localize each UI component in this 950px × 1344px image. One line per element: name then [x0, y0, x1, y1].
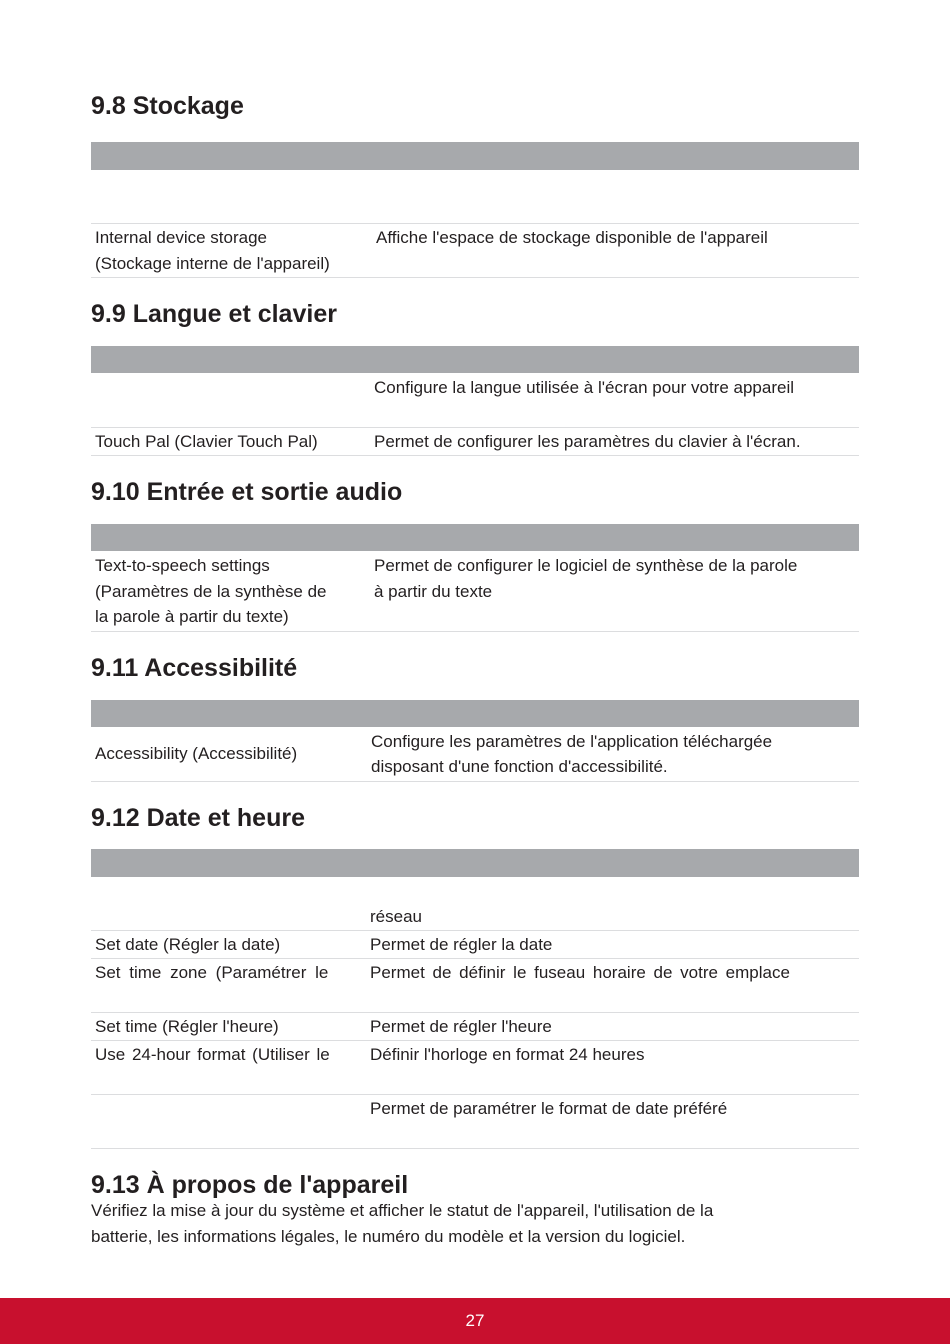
- section-heading-accessibility: 9.11 Accessibilité: [91, 654, 298, 682]
- table-cell-description: à partir du texte: [374, 582, 493, 601]
- table-divider: [91, 958, 859, 959]
- table-cell-label: Use 24-hour format (Utiliser le: [95, 1045, 330, 1064]
- table-cell-label: la parole à partir du texte): [95, 607, 289, 626]
- table-cell-description: Affiche l'espace de stockage disponible de l'appareil: [376, 228, 768, 247]
- page-number: 27: [465, 1311, 485, 1330]
- table-cell-description: Permet de configurer le logiciel de synthèse de la parole: [374, 556, 798, 575]
- table-cell-description: réseau: [370, 907, 422, 926]
- table-cell-description: Permet de définir le fuseau horaire de votre emplace: [370, 963, 790, 982]
- table-divider: [91, 1148, 859, 1149]
- table-divider: [91, 427, 859, 428]
- table-cell-description: Permet de régler l'heure: [370, 1017, 552, 1036]
- section-heading-storage: 9.8 Stockage: [91, 92, 244, 120]
- about-paragraph-line: batterie, les informations légales, le numéro du modèle et la version du logiciel.: [91, 1227, 686, 1246]
- table-cell-description: Permet de paramétrer le format de date préféré: [370, 1099, 728, 1118]
- table-cell-description: Permet de configurer les paramètres du clavier à l'écran.: [374, 432, 801, 451]
- table-header-bar: [91, 142, 859, 170]
- table-divider: [91, 1040, 859, 1041]
- table-cell-label: Text-to-speech settings: [95, 556, 270, 575]
- table-divider: [91, 781, 859, 782]
- table-cell-label: Set time zone (Paramétrer le: [95, 963, 329, 982]
- about-paragraph-line: Vérifiez la mise à jour du système et afficher le statut de l'appareil, l'utilisation de la: [91, 1201, 714, 1220]
- table-divider: [91, 930, 859, 931]
- table-divider: [91, 631, 859, 632]
- table-cell-label: (Stockage interne de l'appareil): [95, 254, 330, 273]
- table-cell-label: Internal device storage: [95, 228, 267, 247]
- table-cell-description: Permet de régler la date: [370, 935, 553, 954]
- table-header-bar: [91, 700, 859, 727]
- table-cell-label: (Paramètres de la synthèse de: [95, 582, 327, 601]
- table-divider: [91, 277, 859, 278]
- table-header-bar: [91, 346, 859, 373]
- table-divider: [91, 223, 859, 224]
- table-cell-label: Set date (Régler la date): [95, 935, 281, 954]
- table-cell-label: Set time (Régler l'heure): [95, 1017, 279, 1036]
- table-cell-label: Accessibility (Accessibilité): [95, 744, 298, 763]
- table-cell-description: Configure les paramètres de l'application téléchargée: [371, 732, 773, 751]
- table-divider: [91, 1012, 859, 1013]
- section-heading-audio: 9.10 Entrée et sortie audio: [91, 478, 403, 506]
- section-heading-about: 9.13 À propos de l'appareil: [91, 1171, 409, 1199]
- table-cell-description: Définir l'horloge en format 24 heures: [370, 1045, 645, 1064]
- section-heading-datetime: 9.12 Date et heure: [91, 804, 305, 832]
- table-header-bar: [91, 524, 859, 551]
- table-divider: [91, 455, 859, 456]
- section-heading-language: 9.9 Langue et clavier: [91, 300, 337, 328]
- table-cell-description: disposant d'une fonction d'accessibilité.: [371, 757, 668, 776]
- table-cell-label: Touch Pal (Clavier Touch Pal): [95, 432, 318, 451]
- table-header-bar: [91, 849, 859, 877]
- table-divider: [91, 1094, 859, 1095]
- table-cell-description: Configure la langue utilisée à l'écran pour votre appareil: [374, 378, 795, 397]
